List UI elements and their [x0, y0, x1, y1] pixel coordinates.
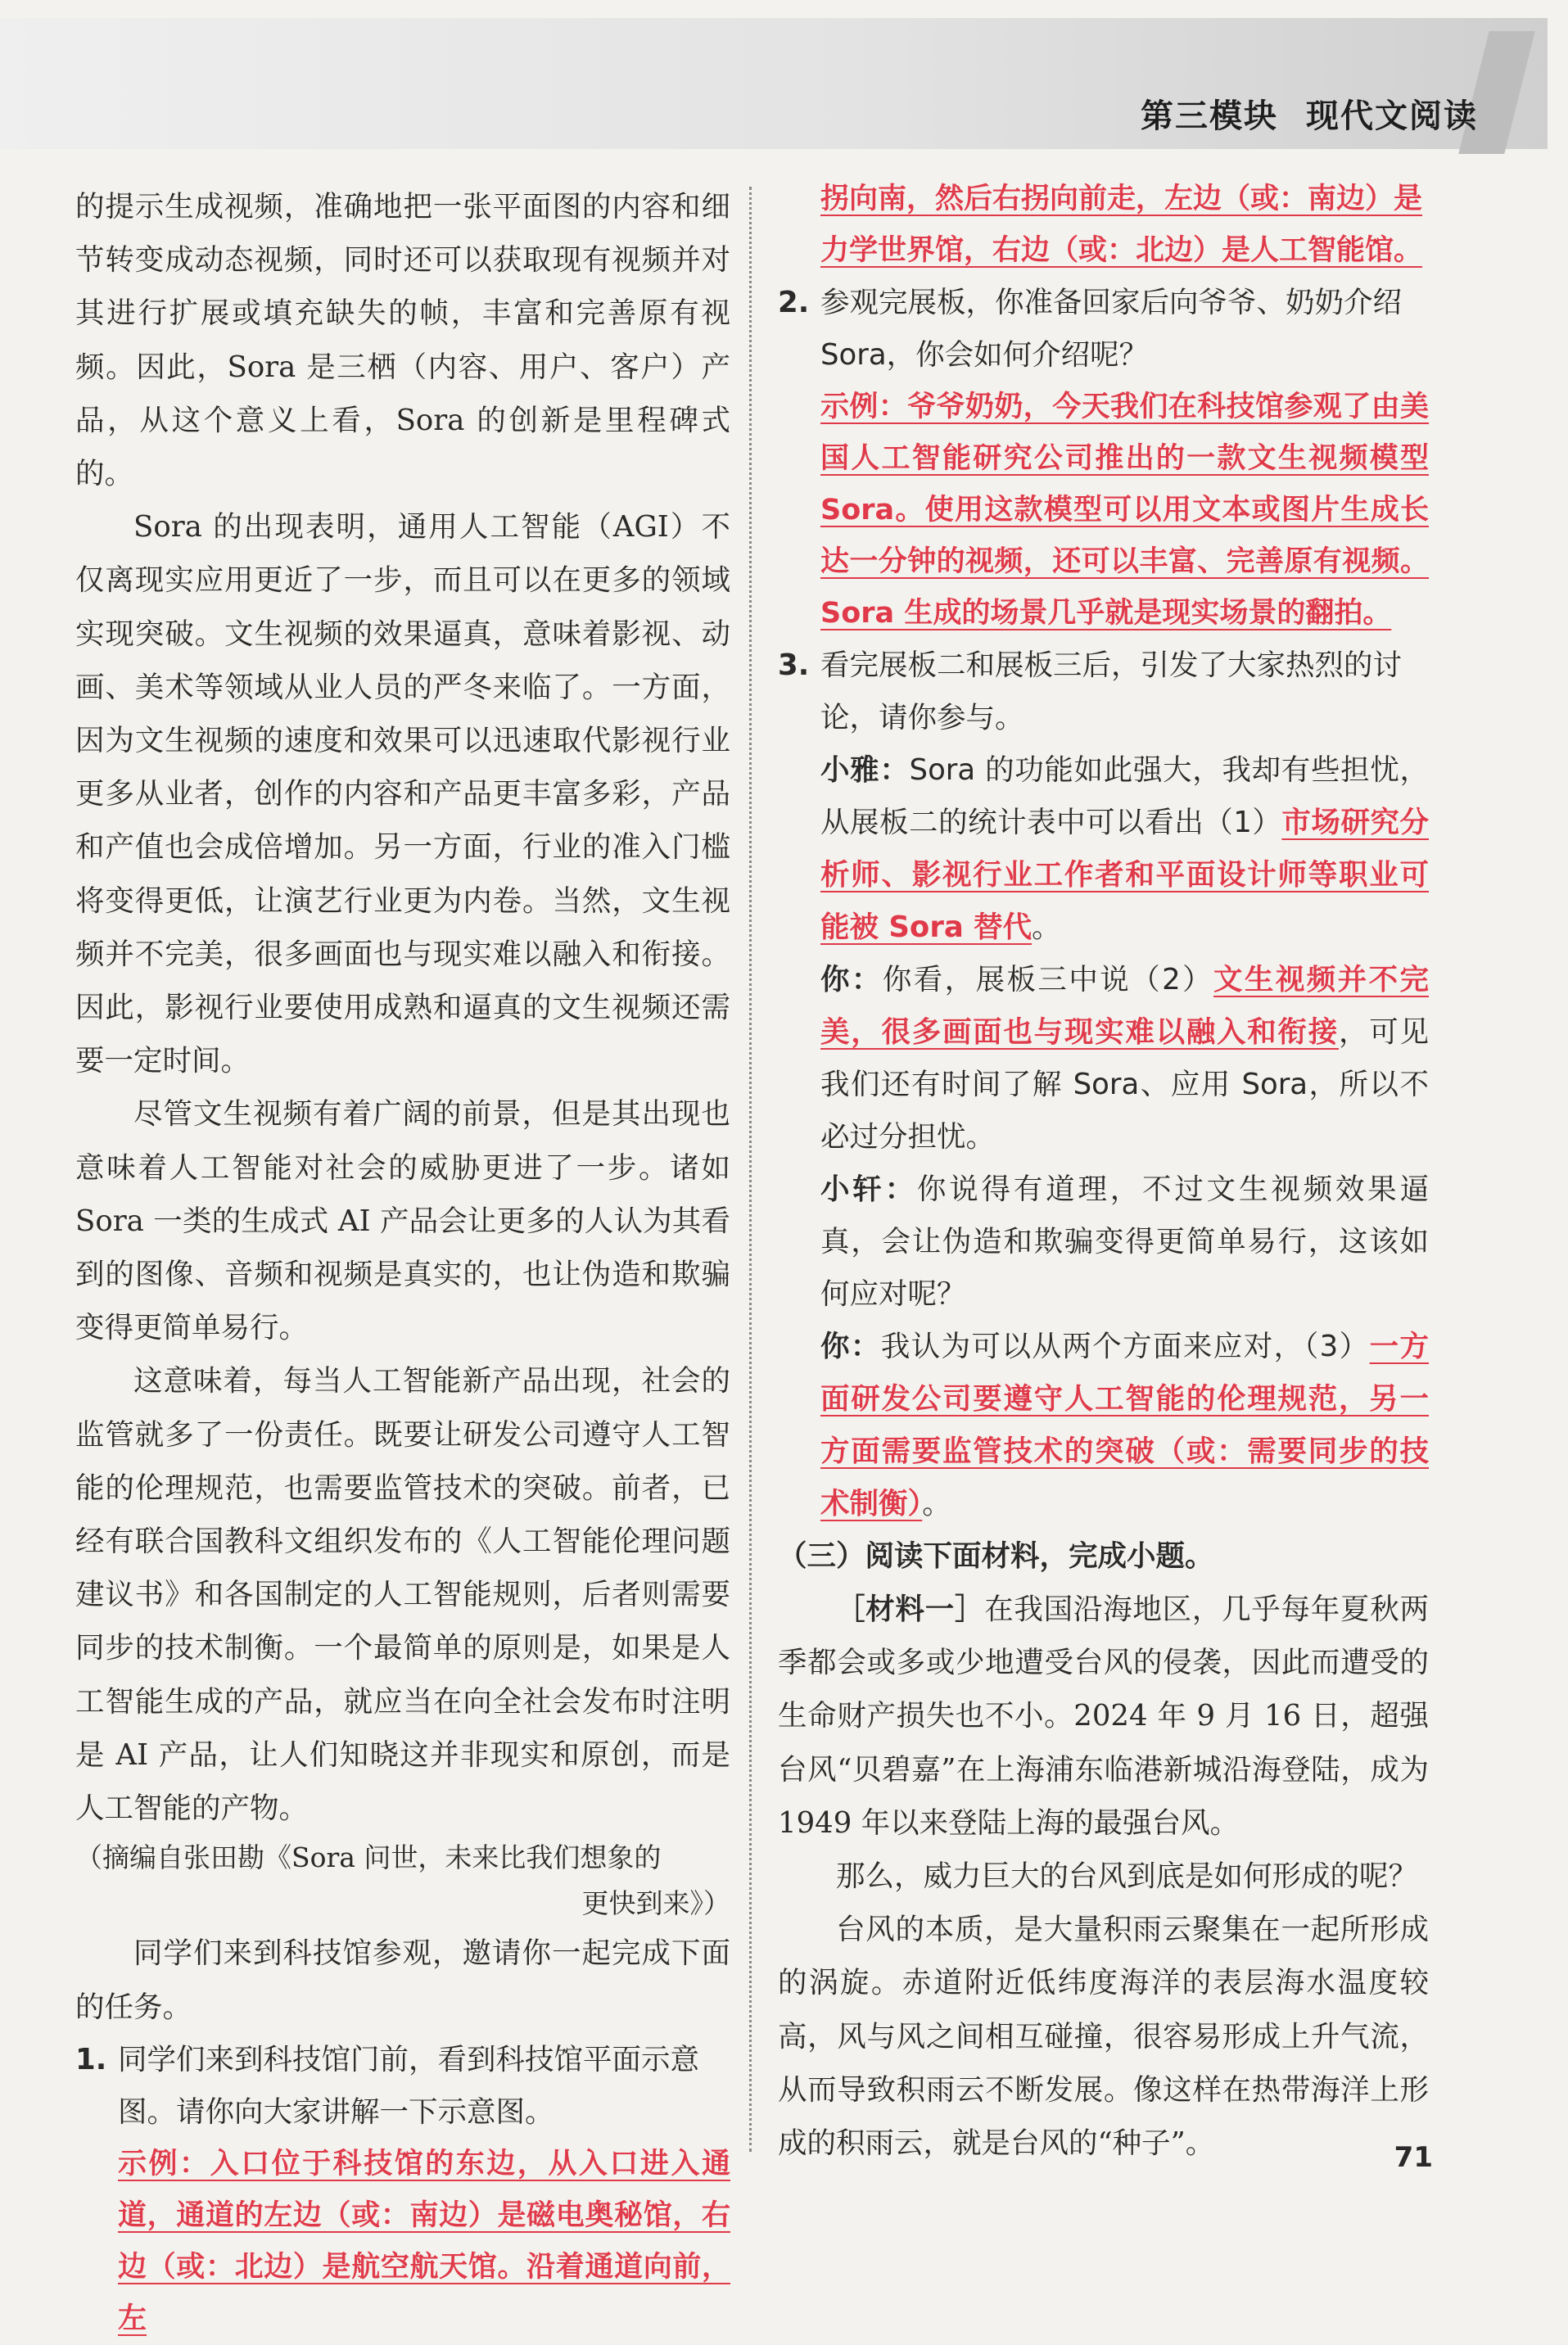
answer-1: [118, 2139, 730, 2345]
source-citation-tail: 更快到来》）: [581, 1887, 730, 1920]
question-text: 同学们来到科技馆门前，看到科技馆平面示意图。请你向大家讲解一下示意图。: [118, 2042, 700, 2129]
material-1: [778, 1583, 1429, 1850]
answer-text: 示例：爷爷奶奶，今天我们在科技馆参观了由美国人工智能研究公司推出的一款文生视频模型 Sora。使用这款模型可以用文本或图片生成长达一分钟的视频，还可以丰富、完善原有视频。Sora 生成的场景几乎就是现实场景的翻拍。: [820, 391, 1429, 630]
material-text: 在我国沿海地区，几乎每年夏秋两季都会或多或少地遭受台风的侵袭，因此而遭受的生命财产损失也不小。2024 年 9 月 16 日，超强台风“贝碧嘉”在上海浦东临港新城沿海登陆，成为 1949 年以来登陆上海的最强台风。: [778, 1593, 1429, 1840]
dialogue-you-1: [820, 954, 1429, 1163]
dialogue-xiaoya: [820, 744, 1429, 954]
speaker: 你：: [820, 1330, 881, 1363]
answer-2: [820, 382, 1429, 639]
left-column: [75, 180, 730, 2345]
question-number: 3.: [778, 648, 810, 682]
answer-blank-3: 一方面研发公司要遵守人工智能的伦理规范，另一方面需要监管技术的突破（或：需要同步的技术制衡）: [820, 1330, 1429, 1520]
speaker: 小轩：: [820, 1172, 917, 1206]
dialogue-xiaoxuan: [820, 1163, 1429, 1321]
question-1: [75, 2034, 730, 2139]
column-divider: [749, 187, 752, 2152]
article-paragraph-4: 这意味着，每当人工智能新产品出现，社会的监管就多了一份责任。既要让研发公司遵守人工智能的伦理规范，也需要监管技术的突破。前者，已经有联合国教科文组织发布的《人工智能伦理问题建议书》和各国制定的人工智能规则，后者则需要同步的技术制衡。一个最简单的原则是，如果是人工智能生成的产品，就应当在向全社会发布时注明是 AI 产品，让人们知晓这并非现实和原创，而是人工智能的产物。: [75, 1364, 730, 1826]
task-intro: 同学们来到科技馆参观，邀请你一起完成下面的任务。: [75, 1936, 730, 2024]
dialogue-end: 。: [1032, 910, 1061, 944]
answer-text: 示例：入口位于科技馆的东边，从入口进入通道，通道的左边（或：南边）是磁电奥秘馆，右边（或：北边）是航空航天馆。沿着通道向前，左: [118, 2147, 730, 2335]
header-title: [1141, 90, 1478, 137]
source-citation: （摘编自张田勘《Sora 问世，未来比我们想象的: [75, 1841, 662, 1874]
question-3: [778, 639, 1429, 744]
dialogue-end: 。: [922, 1487, 951, 1520]
dialogue-text: 我认为可以从两个方面来应对，（3）: [880, 1330, 1370, 1363]
material-1-paragraph-2: 那么，威力巨大的台风到底是如何形成的呢？: [836, 1859, 1418, 1894]
dialogue-text: 你看，展板三中说（2）: [882, 963, 1213, 996]
answer-blank-2: 文生视频并不完美，很多画面也与现实难以融入和衔接: [820, 963, 1429, 1049]
dialogue-you-2: [820, 1321, 1429, 1530]
article-paragraph-1: 的提示生成视频，准确地把一张平面图的内容和细节转变成动态视频，同时还可以获取现有视频并对其进行扩展或填充缺失的帧，丰富和完善原有视频。因此，Sora 是三栖（内容、用户、客户）产品，从这个意义上看，Sora 的创新是里程碑式的。: [75, 190, 730, 491]
section-heading: （三）阅读下面材料，完成小题。: [778, 1539, 1214, 1573]
question-number: 2.: [778, 286, 810, 319]
answer-text: 拐向南，然后右拐向前走，左边（或：南边）是力学世界馆，右边（或：北边）是人工智能馆。: [820, 183, 1423, 267]
question-text: 看完展板二和展板三后，引发了大家热烈的讨论，请你参与。: [820, 648, 1403, 734]
module-label: 第三模块: [1141, 97, 1278, 135]
article-paragraph-2: Sora 的出现表明，通用人工智能（AGI）不仅离现实应用更近了一步，而且可以在更多的领域实现突破。文生视频的效果逼真，意味着影视、动画、美术等领域从业人员的严冬来临了。一方面，因为文生视频的速度和效果可以迅速取代影视行业更多从业者，创作的内容和产品更丰富多彩，产品和产值也会成倍增加。另一方面，行业的准入门槛将变得更低，让演艺行业更为内卷。当然，文生视频并不完美，很多画面也与现实难以融入和衔接。因此，影视行业要使用成熟和逼真的文生视频还需要一定时间。: [75, 510, 730, 1078]
answer-blank-1: 市场研究分析师、影视行业工作者和平面设计师等职业可能被 Sora 替代: [820, 806, 1429, 944]
answer-1-continued: [820, 174, 1429, 277]
dialogue-text: 你说得有道理，不过文生视频效果逼真，会让伪造和欺骗变得更简单易行，这该如何应对呢？: [820, 1172, 1429, 1311]
speaker: 你：: [820, 963, 883, 996]
question-text: 参观完展板，你准备回家后向爷爷、奶奶介绍 Sora，你会如何介绍呢？: [820, 286, 1403, 372]
right-column: [778, 180, 1429, 2170]
question-number: 1.: [75, 2042, 107, 2076]
dialogue-text: Sora 的功能如此强大，我却有些担忧，从展板二的统计表中可以看出（1）: [820, 753, 1429, 839]
speaker: 小雅：: [820, 753, 910, 787]
dialogue-end: ，可见我们还有时间了解 Sora、应用 Sora，所以不必过分担忧。: [820, 1015, 1429, 1154]
page-number: 71: [1394, 2141, 1433, 2174]
article-paragraph-3: 尽管文生视频有着广阔的前景，但是其出现也意味着人工智能对社会的威胁更进了一步。诸如 Sora 一类的生成式 AI 产品会让更多的人认为其看到的图像、音频和视频是真实的，也让伪造和欺骗变得更简单易行。: [75, 1097, 730, 1345]
question-2: [778, 277, 1429, 382]
material-label: ［材料一］: [836, 1593, 985, 1626]
section-label: 现代文阅读: [1306, 97, 1478, 135]
material-1-paragraph-3: 台风的本质，是大量积雨云聚集在一起所形成的涡旋。赤道附近低纬度海洋的表层海水温度较高，风与风之间相互碰撞，很容易形成上升气流，从而导致积雨云不断发展。像这样在热带海洋上形成的积雨云，就是台风的“种子”。: [778, 1913, 1429, 2161]
